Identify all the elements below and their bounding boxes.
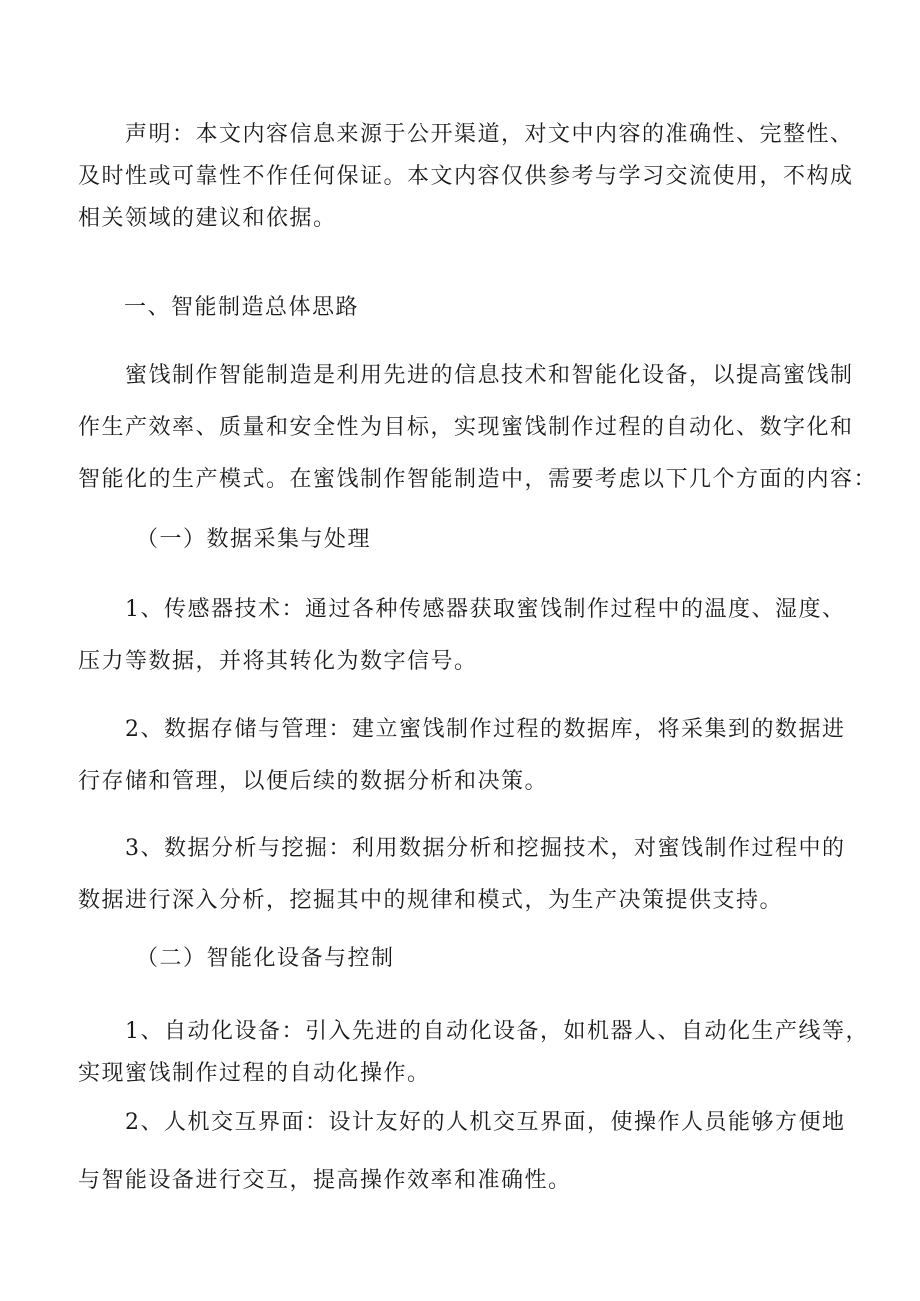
disclaimer-paragraph [78,114,854,240]
item-line: 实现蜜饯制作过程的自动化操作。 [78,1061,431,1086]
item-line: 1、传感器技术：通过各种传感器获取蜜饯制作过程中的温度、湿度、 [78,597,846,622]
item-line: 2、人机交互界面：设计友好的人机交互界面，使操作人员能够方便地 [78,1110,846,1135]
subsection-title: （一）数据采集与处理 [136,527,372,552]
intro-line: 智能化的生产模式。在蜜饯制作智能制造中，需要考虑以下几个方面的内容： [78,467,878,492]
disclaimer-line: 声明：本文内容信息来源于公开渠道，对文中内容的准确性、完整性、 [78,122,854,147]
item-line: 1、自动化设备：引入先进的自动化设备，如机器人、自动化生产线等， [78,1019,869,1044]
item-line: 2、数据存储与管理：建立蜜饯制作过程的数据库，将采集到的数据进 [78,717,846,742]
item-paragraph [78,1011,869,1095]
item-line: 与智能设备进行交互，提高操作效率和准确性。 [78,1168,572,1193]
intro-line: 蜜饯制作智能制造是利用先进的信息技术和智能化设备，以提高蜜饯制 [78,363,854,388]
item-line: 压力等数据，并将其转化为数字信号。 [78,649,478,674]
disclaimer-line: 相关领域的建议和依据。 [78,206,337,231]
intro-line: 作生产效率、质量和安全性为目标，实现蜜饯制作过程的自动化、数字化和 [78,415,854,440]
disclaimer-line: 及时性或可靠性不作任何保证。本文内容仅供参考与学习交流使用，不构成 [78,164,854,189]
item-paragraph [78,823,848,927]
subsection-title: （二）智能化设备与控制 [136,946,395,971]
item-paragraph [78,584,848,688]
item-paragraph [78,1094,848,1210]
intro-paragraph [78,350,878,506]
item-line: 3、数据分析与挖掘：利用数据分析和挖掘技术，对蜜饯制作过程中的 [78,836,846,861]
item-line: 数据进行深入分析，挖掘其中的规律和模式，为生产决策提供支持。 [78,888,784,913]
section-title: 一、智能制造总体思路 [124,295,360,320]
item-paragraph [78,704,848,808]
item-line: 行存储和管理，以便后续的数据分析和决策。 [78,769,549,794]
